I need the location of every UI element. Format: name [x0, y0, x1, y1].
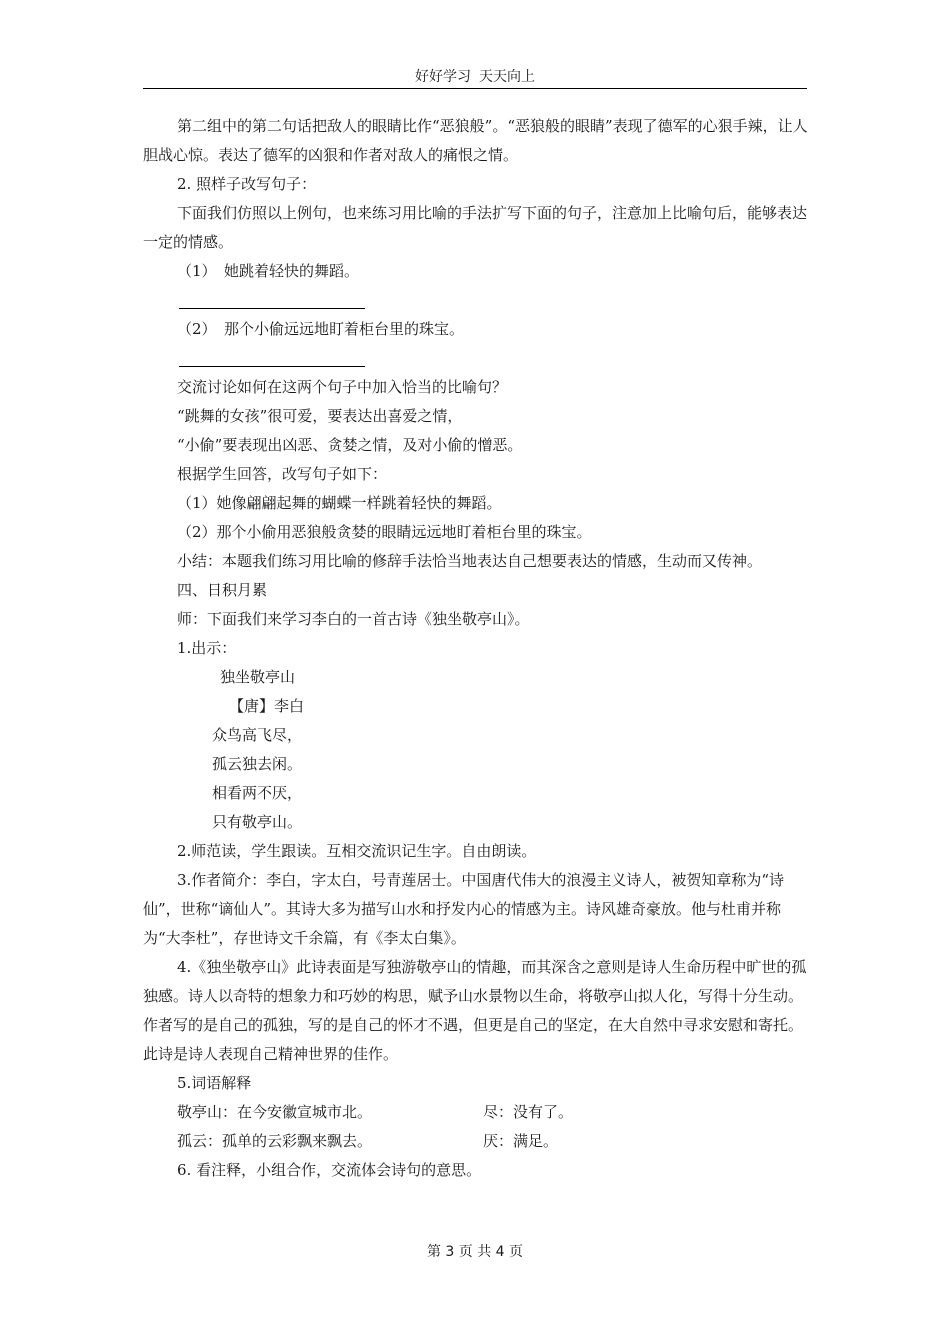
glossary-row — [143, 1127, 813, 1156]
paragraph: 6. 看注释，小组合作，交流体会诗句的意思。 — [177, 1161, 482, 1179]
answer-blank-1 — [143, 286, 813, 315]
paragraph: 2. 照样子改写句子： — [177, 175, 317, 193]
glossary-row — [143, 1098, 813, 1127]
paragraph: “跳舞的女孩”很可爱，要表达出喜爱之情， — [177, 407, 463, 425]
glossary-term: 孤云：孤单的云彩飘来飘去。 — [177, 1132, 373, 1150]
paragraph: 5.词语解释 — [177, 1074, 252, 1092]
poem-line: 相看两不厌， — [212, 784, 303, 802]
answer-blank-2 — [143, 344, 813, 373]
poem-line: 只有敬亭山。 — [212, 813, 303, 831]
exercise-1: （1） 她跳着轻快的舞蹈。 — [177, 262, 360, 280]
poem-author: 【唐】李白 — [229, 697, 305, 715]
poem-line: 孤云独去闲。 — [212, 755, 303, 773]
page-header — [143, 66, 807, 89]
exercise-2: （2） 那个小偷远远地盯着柜台里的珠宝。 — [177, 320, 465, 338]
header-right-text: 天天向上 — [479, 69, 535, 85]
paragraph: 师：下面我们来学习李白的一首古诗《独坐敬亭山》。 — [177, 610, 530, 628]
author-intro: 3.作者简介：李白，字太白，号青莲居士。中国唐代伟大的浪漫主义诗人，被贺知章称为“诗仙”，世称“谪仙人”。其诗大多为描写山水和抒发内心的情感为主。诗风雄奇豪放。他与杜甫并称为“大李杜”，存世诗文千余篇，有《李太白集》。 — [143, 871, 784, 947]
poem-analysis: 4.《独坐敬亭山》此诗表面是写独游敬亭山的情趣，而其深含之意则是诗人生命历程中旷世的孤独感。诗人以奇特的想象力和巧妙的构思，赋予山水景物以生命，将敬亭山拟人化，写得十分生动。作者写的是自己的孤独，写的是自己的怀才不遇，但更是自己的坚定，在大自然中寻求安慰和寄托。此诗是诗人表现自己精神世界的佳作。 — [143, 958, 807, 1063]
summary: 小结：本题我们练习用比喻的修辞手法恰当地表达自己想要表达的情感，生动而又传神。 — [177, 552, 763, 570]
paragraph: 2.师范读，学生跟读。互相交流识记生字。自由朗读。 — [177, 842, 537, 860]
glossary-term: 敬亭山：在今安徽宣城市北。 — [177, 1103, 373, 1121]
answer-2: （2）那个小偷用恶狼般贪婪的眼睛远远地盯着柜台里的珠宝。 — [177, 523, 592, 541]
paragraph: 交流讨论如何在这两个句子中加入恰当的比喻句？ — [177, 378, 508, 396]
page-footer: 第 3 页 共 4 页 — [426, 1244, 524, 1260]
poem-title: 独坐敬亭山 — [220, 668, 296, 686]
glossary-term: 尽：没有了。 — [483, 1103, 574, 1121]
paragraph: 1.出示： — [177, 639, 237, 657]
glossary-term: 厌：满足。 — [483, 1132, 559, 1150]
paragraph: 根据学生回答，改写句子如下： — [177, 465, 388, 483]
blank-underline — [179, 366, 365, 367]
blank-underline — [179, 308, 365, 309]
paragraph: “小偷”要表现出凶恶、贪婪之情，及对小偷的憎恶。 — [177, 436, 523, 454]
section-heading: 四、日积月累 — [177, 581, 268, 599]
paragraph: 第二组中的第二句话把敌人的眼睛比作“恶狼般”。“恶狼般的眼睛”表现了德军的心狠手辣，让人胆战心惊。表达了德军的凶狠和作者对敌人的痛恨之情。 — [143, 117, 808, 164]
poem-line: 众鸟高飞尽， — [212, 726, 303, 744]
header-left-text: 好好学习 — [415, 69, 471, 85]
document-body — [143, 112, 813, 1185]
paragraph: 下面我们仿照以上例句，也来练习用比喻的手法扩写下面的句子，注意加上比喻句后，能够表达一定的情感。 — [143, 204, 808, 251]
answer-1: （1）她像翩翩起舞的蝴蝶一样跳着轻快的舞蹈。 — [177, 494, 502, 512]
